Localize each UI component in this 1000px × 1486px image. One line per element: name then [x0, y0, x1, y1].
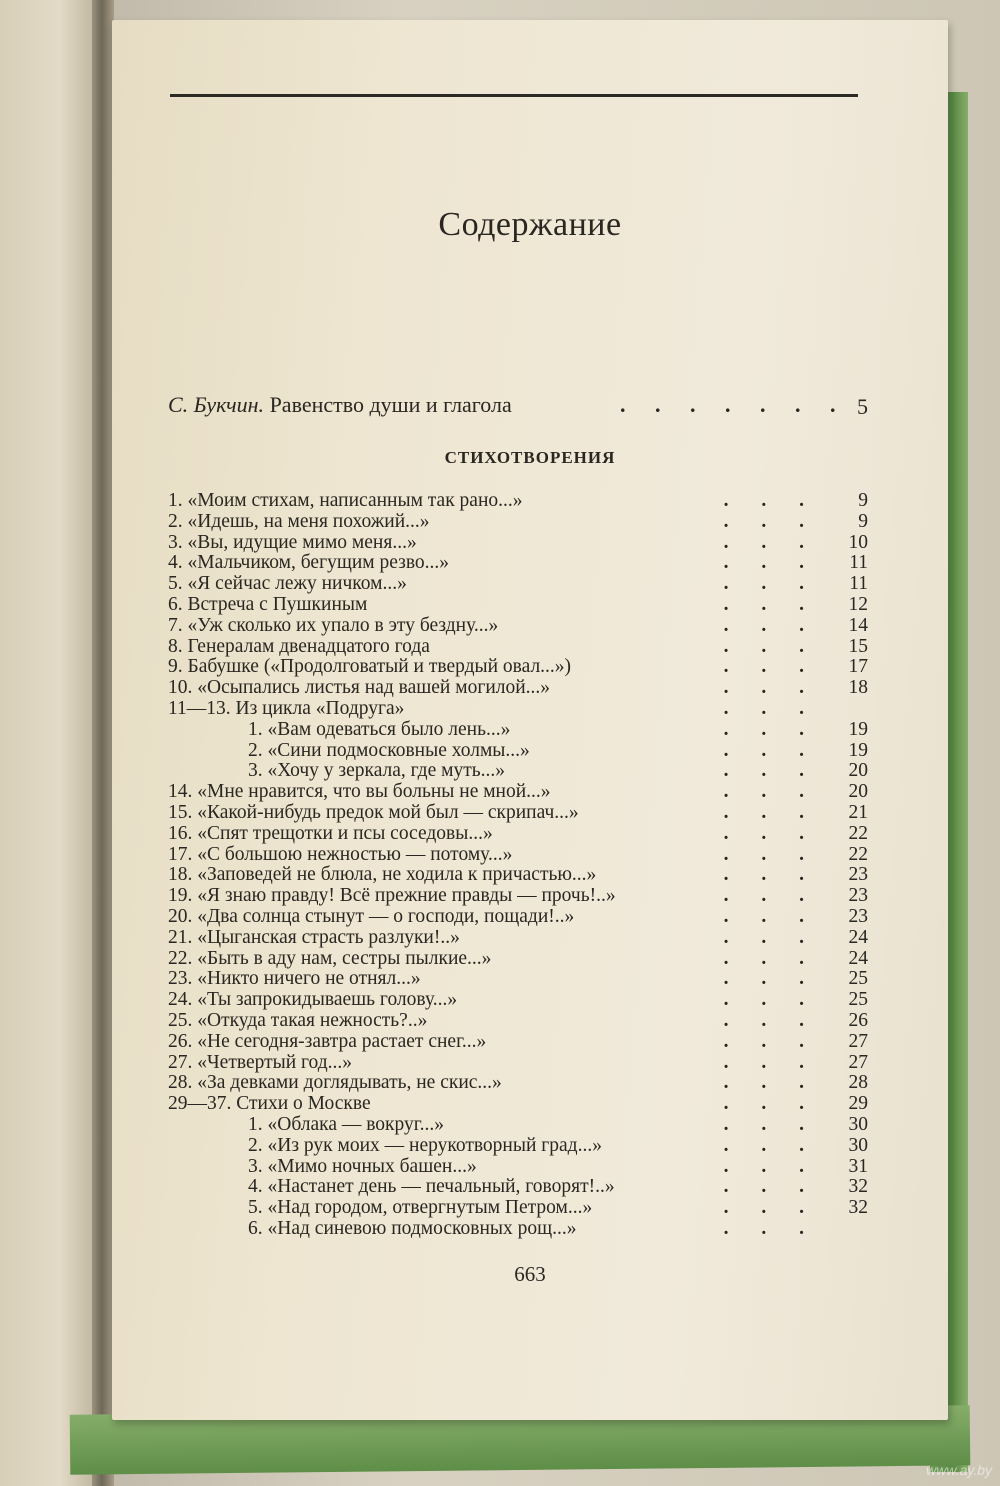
- toc-entry-page: 20: [848, 760, 868, 782]
- header-rule: [170, 94, 858, 97]
- toc-entry-page: 17: [848, 656, 868, 678]
- toc-entry: [168, 1093, 868, 1114]
- toc-entry-title: 6. «Над синевою подмосковных рощ...»: [248, 1217, 577, 1239]
- intro-page-number: 5: [857, 394, 868, 419]
- toc-entry: [168, 636, 868, 657]
- toc-entry-title: 3. «Мимо ночных башен...»: [248, 1155, 477, 1177]
- toc-entry-page: 31: [848, 1155, 868, 1177]
- toc-entry-title: 23. «Никто ничего не отнял...»: [168, 968, 421, 990]
- toc-entry-page: 24: [848, 947, 868, 969]
- toc-entry-title: 7. «Уж сколько их упало в эту бездну...»: [168, 614, 499, 636]
- toc-entry-page: 20: [848, 781, 868, 803]
- toc-entry-page: 21: [848, 801, 868, 823]
- dot-leader: . . . . . . .: [620, 392, 848, 417]
- toc-entry: [168, 927, 868, 948]
- dot-leader: . . .: [723, 552, 818, 574]
- toc-entry: [168, 864, 868, 885]
- toc-entry-page: 14: [848, 614, 868, 636]
- toc-entry: [168, 719, 868, 740]
- dot-leader: . . .: [723, 635, 818, 657]
- toc-entry-title: 28. «За девками доглядывать, не скис...»: [168, 1072, 502, 1094]
- toc-entry: [168, 511, 868, 532]
- dot-leader: . . .: [723, 885, 818, 907]
- toc-entry-page: 12: [848, 593, 868, 615]
- toc-entry-page: 25: [848, 968, 868, 990]
- toc-entry-title: 24. «Ты запрокидываешь голову...»: [168, 989, 458, 1011]
- toc-entry: [168, 989, 868, 1010]
- dot-leader: . . .: [723, 573, 818, 595]
- toc-entry-page: 11: [849, 573, 868, 595]
- toc-entry-page: 25: [848, 989, 868, 1011]
- toc-entry-page: 23: [848, 864, 868, 886]
- toc-entry-title: 1. «Моим стихам, написанным так рано...»: [168, 490, 523, 511]
- toc-entry-page: 30: [848, 1134, 868, 1156]
- toc-entry-title: 3. «Хочу у зеркала, где муть...»: [248, 760, 506, 782]
- toc-entry: [168, 760, 868, 781]
- toc-entry-title: 26. «Не сегодня-завтра растает снег...»: [168, 1030, 487, 1052]
- toc-entry: [168, 1052, 868, 1073]
- toc-entry-page: 30: [848, 1113, 868, 1135]
- dot-leader: . . .: [723, 718, 818, 740]
- toc-entry-title: 20. «Два солнца стынут — о господи, пощади!..»: [168, 905, 575, 927]
- toc-entry-page: 29: [848, 1093, 868, 1115]
- dot-leader: . . .: [723, 926, 818, 948]
- toc-entry: [168, 823, 868, 844]
- intro-entry: [168, 392, 868, 428]
- toc-entry-page: 10: [848, 531, 868, 553]
- toc-entry-page: 28: [848, 1072, 868, 1094]
- toc-entry: [168, 781, 868, 802]
- toc-entry-title: 18. «Заповедей не блюла, не ходила к причастью...»: [168, 864, 597, 886]
- toc-entry-title: 29—37. Стихи о Москве: [168, 1093, 371, 1115]
- dot-leader: . . .: [723, 1009, 818, 1031]
- dot-leader: . . .: [723, 1134, 818, 1156]
- toc-entry-title: 15. «Какой-нибудь предок мой был — скрипач...»: [168, 801, 579, 823]
- toc-entry-title: 4. «Мальчиком, бегущим резво...»: [168, 552, 450, 574]
- dot-leader: . . .: [723, 822, 818, 844]
- table-of-contents: [168, 490, 868, 1239]
- toc-entry-title: 2. «Идешь, на меня похожий...»: [168, 510, 430, 532]
- toc-entry-title: 1. «Вам одеваться было лень...»: [248, 718, 511, 740]
- toc-entry-title: 4. «Настанет день — печальный, говорят!..»: [248, 1176, 615, 1198]
- dot-leader: . . .: [723, 968, 818, 990]
- dot-leader: . . .: [723, 1197, 818, 1219]
- toc-entry-page: 19: [848, 718, 868, 740]
- toc-entry-title: 9. Бабушке («Продолговатый и твердый овал...»): [168, 656, 572, 678]
- dot-leader: . . .: [723, 760, 818, 782]
- toc-entry: [168, 968, 868, 989]
- toc-entry: [168, 1176, 868, 1197]
- toc-entry-title: 21. «Цыганская страсть разлуки!..»: [168, 926, 460, 948]
- toc-entry: [168, 698, 868, 719]
- dot-leader: . . .: [723, 656, 818, 678]
- dot-leader: . . .: [723, 510, 818, 532]
- toc-entry-page: 22: [848, 843, 868, 865]
- toc-entry-title: 22. «Быть в аду нам, сестры пылкие...»: [168, 947, 492, 969]
- intro-title: Равенство души и глагола: [269, 392, 512, 417]
- toc-entry-title: 2. «Из рук моих — нерукотворный град...»: [248, 1134, 602, 1156]
- toc-entry-page: 27: [848, 1051, 868, 1073]
- dot-leader: . . .: [723, 739, 818, 761]
- toc-entry-title: 3. «Вы, идущие мимо меня...»: [168, 531, 417, 553]
- toc-entry-page: 24: [848, 926, 868, 948]
- toc-entry: [168, 1114, 868, 1135]
- toc-entry: [168, 948, 868, 969]
- dot-leader: . . .: [723, 697, 818, 719]
- dot-leader: . . .: [723, 989, 818, 1011]
- toc-entry-title: 25. «Откуда такая нежность?..»: [168, 1009, 428, 1031]
- page-number: 663: [514, 1262, 546, 1286]
- toc-entry-title: 5. «Я сейчас лежу ничком...»: [168, 573, 407, 595]
- toc-entry: [168, 552, 868, 573]
- toc-entry-title: 10. «Осыпались листья над вашей могилой...»: [168, 677, 551, 699]
- toc-entry: [168, 594, 868, 615]
- toc-entry-page: 32: [848, 1176, 868, 1198]
- dot-leader: . . .: [723, 593, 818, 615]
- toc-entry-title: 16. «Спят трещотки и псы соседовы...»: [168, 822, 493, 844]
- toc-entry-title: 11—13. Из цикла «Подруга»: [168, 697, 405, 719]
- toc-entry-title: 5. «Над городом, отвергнутым Петром...»: [248, 1197, 593, 1219]
- toc-entry: [168, 1218, 868, 1239]
- toc-entry-title: 17. «С большою нежностью — потому...»: [168, 843, 513, 865]
- toc-entry-page: 32: [848, 1197, 868, 1219]
- toc-entry-page: 19: [848, 739, 868, 761]
- dot-leader: . . .: [723, 905, 818, 927]
- toc-entry: [168, 1197, 868, 1218]
- page-title: Содержание: [438, 206, 622, 243]
- toc-entry-page: 22: [848, 822, 868, 844]
- toc-entry-page: 23: [848, 885, 868, 907]
- dot-leader: . . .: [723, 1093, 818, 1115]
- toc-entry: [168, 677, 868, 698]
- dot-leader: . . .: [723, 843, 818, 865]
- dot-leader: . . .: [723, 1155, 818, 1177]
- toc-entry-page: 9: [858, 510, 868, 532]
- toc-entry-page: 15: [848, 635, 868, 657]
- dot-leader: . . .: [723, 781, 818, 803]
- toc-entry: [168, 1135, 868, 1156]
- toc-entry: [168, 906, 868, 927]
- toc-entry-title: 14. «Мне нравится, что вы больны не мной...»: [168, 781, 551, 803]
- toc-entry-page: 26: [848, 1009, 868, 1031]
- toc-entry-title: 19. «Я знаю правду! Всё прежние правды — прочь!..»: [168, 885, 616, 907]
- intro-author: С. Букчин.: [168, 392, 265, 417]
- watermark: www.ay.by: [926, 1462, 992, 1478]
- toc-entry-page: 27: [848, 1030, 868, 1052]
- toc-entry-page: 11: [849, 552, 868, 574]
- toc-entry: [168, 802, 868, 823]
- dot-leader: . . .: [723, 531, 818, 553]
- dot-leader: . . .: [723, 490, 818, 511]
- dot-leader: . . .: [723, 1051, 818, 1073]
- dot-leader: . . .: [723, 864, 818, 886]
- toc-entry: [168, 656, 868, 677]
- dot-leader: . . .: [723, 1176, 818, 1198]
- toc-entry-page: 9: [858, 490, 868, 511]
- dot-leader: . . .: [723, 1072, 818, 1094]
- toc-entry: [168, 573, 868, 594]
- dot-leader: . . .: [723, 677, 818, 699]
- toc-entry-title: 8. Генералам двенадцатого года: [168, 635, 430, 657]
- toc-entry: [168, 844, 868, 865]
- toc-entry: [168, 1072, 868, 1093]
- toc-entry-page: 23: [848, 905, 868, 927]
- toc-entry-title: 27. «Четвертый год...»: [168, 1051, 353, 1073]
- section-heading: СТИХОТВОРЕНИЯ: [444, 448, 616, 467]
- toc-entry-title: 2. «Сини подмосковные холмы...»: [248, 739, 530, 761]
- book-page: [112, 20, 948, 1420]
- toc-entry: [168, 532, 868, 553]
- dot-leader: . . .: [723, 947, 818, 969]
- toc-entry: [168, 615, 868, 636]
- dot-leader: . . .: [723, 1217, 818, 1239]
- dot-leader: . . .: [723, 614, 818, 636]
- dot-leader: . . .: [723, 1030, 818, 1052]
- dot-leader: . . .: [723, 1113, 818, 1135]
- toc-entry: [168, 490, 868, 511]
- toc-entry-title: 1. «Облака — вокруг...»: [248, 1113, 444, 1135]
- book-gutter: [92, 0, 114, 1486]
- dot-leader: . . .: [723, 801, 818, 823]
- toc-entry-title: 6. Встреча с Пушкиным: [168, 593, 368, 615]
- toc-entry: [168, 1156, 868, 1177]
- toc-entry: [168, 1031, 868, 1052]
- left-page-edge: [0, 0, 100, 1486]
- toc-entry-page: 18: [848, 677, 868, 699]
- toc-entry: [168, 885, 868, 906]
- toc-entry: [168, 1010, 868, 1031]
- toc-entry: [168, 740, 868, 761]
